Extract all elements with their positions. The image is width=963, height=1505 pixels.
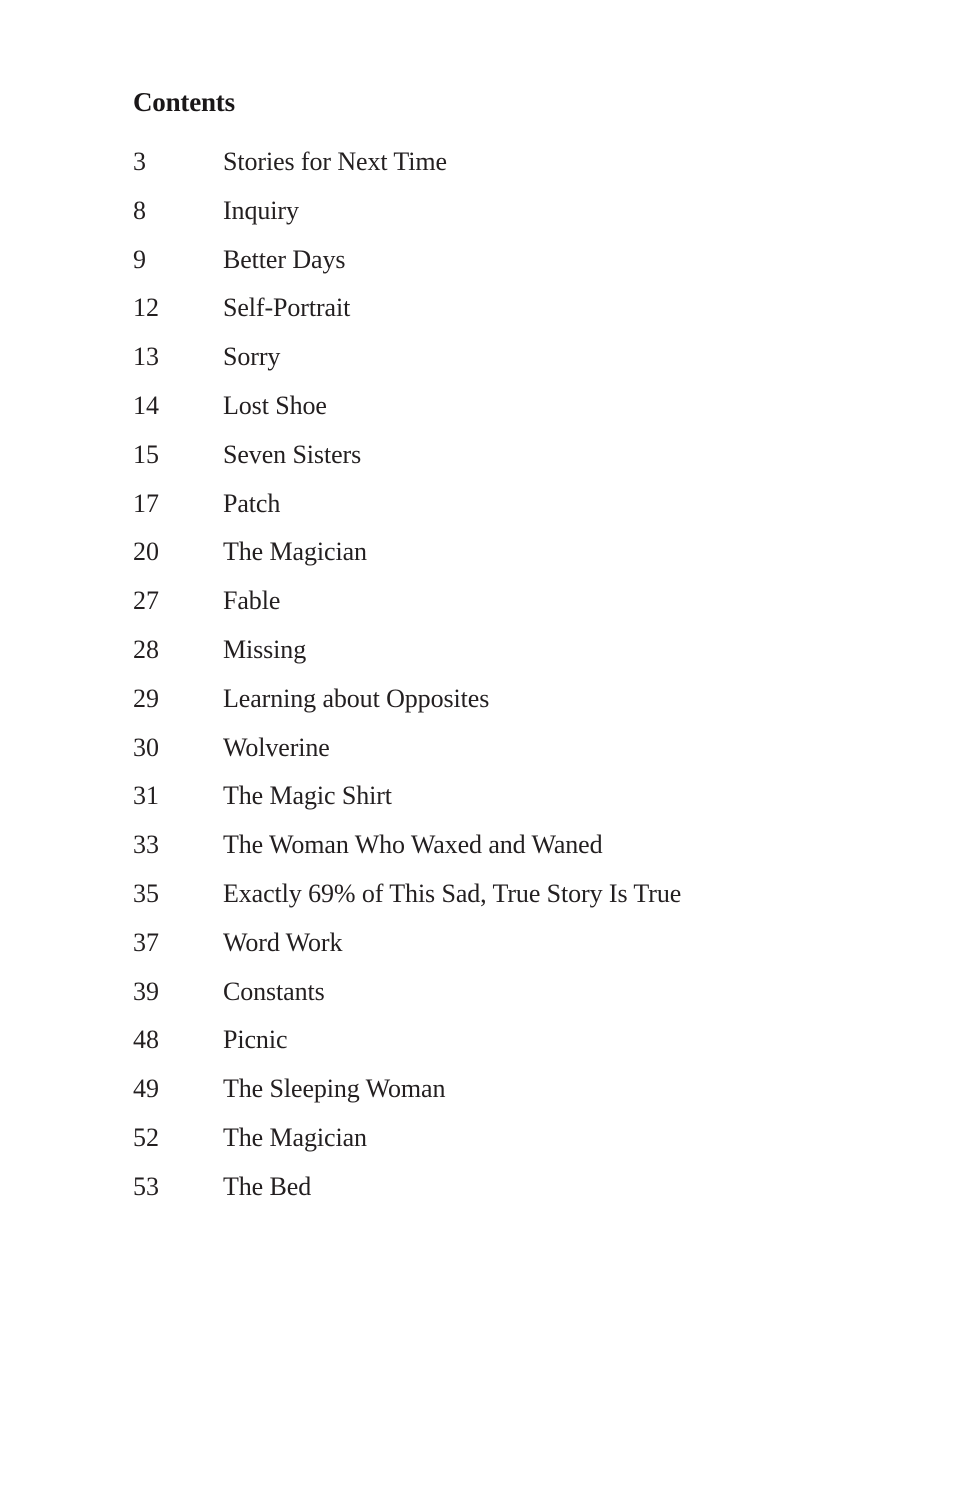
toc-entry [133,581,681,630]
toc-title: Seven Sisters [223,439,362,469]
toc-page-number: 20 [133,537,159,567]
toc-page-number: 8 [133,195,146,225]
toc-title: Sorry [223,342,281,372]
toc-title: Word Work [223,927,343,957]
toc-entry [133,1167,681,1216]
toc-title: Learning about Opposites [223,683,490,713]
toc-page-number: 52 [133,1122,159,1152]
toc-page-number: 9 [133,244,146,274]
toc-title: Self-Portrait [223,293,351,323]
toc-entry [133,337,681,386]
toc-title: Inquiry [223,195,299,225]
toc-page-number: 35 [133,878,159,908]
toc-entry [133,484,681,533]
toc-title: Stories for Next Time [223,147,447,176]
toc-entry [133,142,681,191]
toc-page-number: 53 [133,1171,159,1201]
toc-page-number: 28 [133,634,159,664]
toc-entry [133,728,681,777]
toc-entry [133,191,681,240]
toc-title: The Bed [223,1171,312,1201]
toc-title: Fable [223,586,281,616]
toc-page-number: 3 [133,147,146,176]
toc-entry [133,874,681,923]
toc-entry [133,630,681,679]
toc-page-number: 12 [133,293,159,323]
toc-page-number: 39 [133,976,159,1006]
toc-title: Missing [223,634,307,664]
toc-entry [133,288,681,337]
toc-page-number: 37 [133,927,159,957]
toc-page-number: 13 [133,342,159,372]
toc-title: The Woman Who Waxed and Waned [223,830,603,860]
toc-page-number: 49 [133,1074,159,1104]
toc-entry [133,825,681,874]
toc-entry [133,972,681,1021]
toc-entry [133,776,681,825]
toc-page-number: 31 [133,781,159,811]
toc-entry [133,240,681,289]
toc-title: The Magician [223,537,367,567]
toc-page-number: 15 [133,439,159,469]
toc-page-number: 27 [133,586,159,616]
toc-entry [133,1020,681,1069]
contents-heading: Contents [133,87,235,117]
toc-entry [133,923,681,972]
toc-page-number: 33 [133,830,159,860]
toc-entry [133,1118,681,1167]
toc-title: Exactly 69% of This Sad, True Story Is True [223,878,682,908]
table-of-contents [133,142,681,1216]
toc-title: Wolverine [223,732,330,762]
toc-entry [133,435,681,484]
toc-title: The Sleeping Woman [223,1074,446,1104]
toc-title: Constants [223,976,325,1006]
toc-page-number: 29 [133,683,159,713]
toc-entry [133,679,681,728]
toc-page-number: 17 [133,488,159,518]
toc-page-number: 14 [133,390,159,420]
toc-title: Picnic [223,1025,288,1055]
toc-title: Patch [223,488,281,518]
toc-entry [133,532,681,581]
toc-title: The Magic Shirt [223,781,392,811]
toc-title: The Magician [223,1122,367,1152]
toc-title: Lost Shoe [223,390,327,420]
toc-entry [133,1069,681,1118]
toc-page-number: 48 [133,1025,159,1055]
toc-page-number: 30 [133,732,159,762]
toc-title: Better Days [223,244,346,274]
toc-entry [133,386,681,435]
